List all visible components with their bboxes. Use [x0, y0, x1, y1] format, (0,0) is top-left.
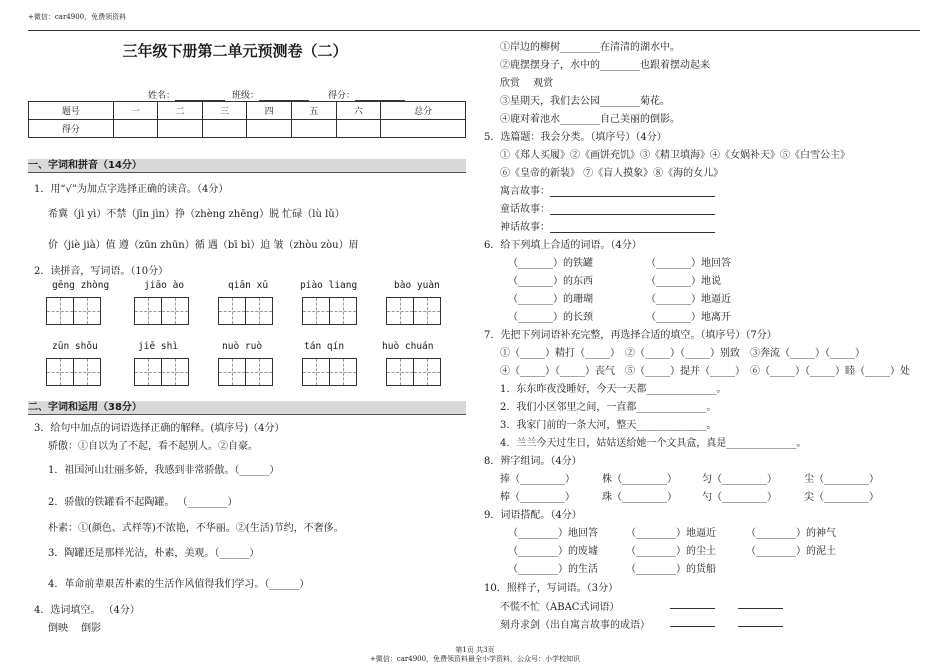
pinyin: bào yuàn	[394, 280, 440, 291]
writing-grid[interactable]	[46, 297, 101, 325]
score-cell[interactable]	[158, 120, 203, 138]
section-2-title: 二、字词和运用（38分）	[28, 401, 466, 415]
pinyin: nuò ruò	[222, 341, 263, 352]
q7-line1: ①（_____）精打（_____） ②（_____）（_____）别致 ③奔流（_____）（_____）	[500, 348, 865, 359]
q7-s2: 2．我们小区邻里之间，一直都______________。	[500, 402, 717, 413]
q5-c3[interactable]: 神话故事：	[500, 218, 715, 233]
q6-left: （_______）的铁罐	[508, 258, 593, 269]
q8-item: 匀（_________）	[702, 474, 777, 485]
q8-item: 棒（_________）	[500, 492, 575, 503]
writing-grid[interactable]	[386, 358, 441, 386]
pinyin: qiān xū	[228, 280, 269, 291]
score-cell[interactable]	[292, 120, 337, 138]
score-table-header-row	[29, 102, 466, 120]
q3-s1: 1．祖国河山壮丽多娇，我感到非常骄傲。（______）	[48, 465, 280, 476]
writing-grid[interactable]	[134, 297, 189, 325]
q9-item: （________）地回答	[508, 528, 598, 539]
top-rule	[28, 30, 920, 31]
table-cell: 四	[247, 102, 292, 120]
pinyin: jiāo ào	[144, 280, 185, 291]
writing-grid[interactable]	[218, 297, 273, 325]
q6-right: （_______）地离开	[646, 312, 731, 323]
writing-grid[interactable]	[302, 358, 357, 386]
score-cell[interactable]	[113, 120, 158, 138]
q9-item: （________）的废墟	[508, 546, 598, 557]
q6-left: （_______）的珊瑚	[508, 294, 593, 305]
answer-line[interactable]	[670, 626, 715, 627]
writing-grid[interactable]	[386, 297, 441, 325]
q6-prompt: 6．给下列填上合适的词语。（4分）	[484, 240, 642, 251]
q7-line2: ④（_____）（_____）丧气 ⑤（_____）提并（_____） ⑥（_____）（_____）睦（_____）处	[500, 366, 910, 377]
q6-left: （_______）的东西	[508, 276, 593, 287]
writing-grid[interactable]	[302, 297, 357, 325]
page-title: 三年级下册第二单元预测卷（二）	[122, 42, 348, 60]
q4-opts1: 倒映 倒影	[48, 623, 102, 634]
q5-prompt: 5．选篇题：我会分类。（填序号）（4分）	[484, 132, 667, 143]
q8-item: 尘（_________）	[804, 474, 879, 485]
pinyin: tán qín	[304, 341, 345, 352]
pinyin: huò chuán	[382, 341, 434, 352]
q7-s4: 4．兰兰今天过生日，姑姑送给她一个文具盒，真是______________。	[500, 438, 807, 449]
score-cell[interactable]	[247, 120, 292, 138]
q9-item: （________）地逼近	[626, 528, 716, 539]
q6-left: （_______）的长颈	[508, 312, 593, 323]
q7-prompt: 7．先把下列词语补充完整，再选择合适的填空。（填序号）（7分）	[484, 330, 777, 341]
section-1-title: 一、字词和拼音（14分）	[28, 159, 466, 173]
answer-line[interactable]	[670, 608, 715, 609]
q4-prompt: 4．选词填空。 （4分）	[34, 605, 140, 616]
class-field[interactable]: 班级：	[232, 88, 309, 101]
q4-s3: ③星期天，我们去公园________菊花。	[500, 96, 670, 107]
pinyin: zūn shǒu	[52, 341, 98, 352]
q8-item: 勺（_________）	[702, 492, 777, 503]
table-cell: 五	[292, 102, 337, 120]
footer-note: +微信：car4900，免费领资料最全小学资料，公众号：小学校知识	[369, 655, 581, 663]
q10-s1: 不慌不忙（ABAC式词语）	[500, 602, 620, 613]
q5-c1[interactable]: 寓言故事：	[500, 182, 715, 197]
q8-item: 捧（_________）	[500, 474, 575, 485]
q10-s2: 刻舟求剑（出自寓言故事的成语）	[500, 620, 650, 631]
table-cell: 六	[336, 102, 381, 120]
q7-s3: 3．我家门前的一条大河，整天______________。	[500, 420, 717, 431]
name-field[interactable]: 姓名：	[148, 88, 225, 101]
q1-prompt: 1．用“√”为加点字选择正确的读音。（4分）	[34, 184, 229, 195]
q3-s4: 4．革命前辈艰苦朴素的生活作风值得我们学习。（______）	[48, 579, 310, 590]
writing-grid[interactable]	[218, 358, 273, 386]
writing-grid[interactable]	[134, 358, 189, 386]
table-cell: 总分	[381, 102, 466, 120]
score-field[interactable]: 得分：	[328, 88, 405, 101]
q4-opts2: 欣赏 观赏	[500, 78, 554, 89]
pinyin: gēng zhòng	[52, 280, 110, 291]
score-table	[28, 101, 466, 138]
pinyin: piào liang	[300, 280, 358, 291]
table-cell: 三	[202, 102, 247, 120]
answer-line[interactable]	[738, 608, 783, 609]
q5-list1: ①《郑人买履》②《画饼充饥》③《精卫填海》④《女娲补天》⑤《白雪公主》	[500, 150, 850, 161]
q6-right: （_______）地说	[646, 276, 721, 287]
q9-item: （________）的生活	[508, 564, 598, 575]
q8-item: 尖（_________）	[804, 492, 879, 503]
q9-item: （________）的神气	[746, 528, 836, 539]
q2-prompt: 2．读拼音，写词语。（10分）	[34, 266, 169, 277]
q9-item: （________）的货船	[626, 564, 716, 575]
table-cell: 题号	[29, 102, 114, 120]
q6-right: （_______）地回答	[646, 258, 731, 269]
q3-def1: 骄傲：①自以为了不起，看不起别人。②自豪。	[48, 441, 258, 452]
q3-prompt: 3．给句中加点的词语选择正确的解释。(填序号)（4分）	[34, 423, 285, 434]
score-cell[interactable]	[381, 120, 466, 138]
q4-s4: ④鹿对着池水________自己美丽的倒影。	[500, 114, 680, 125]
q8-prompt: 8．辨字组词。（4分）	[484, 456, 582, 467]
q3-s2: 2．骄傲的铁罐看不起陶罐。 （________）	[48, 497, 238, 508]
q8-item: 株（_________）	[602, 474, 677, 485]
q6-right: （_______）地逼近	[646, 294, 731, 305]
q9-item: （________）的泥土	[746, 546, 836, 557]
q8-item: 珠（_________）	[602, 492, 677, 503]
pinyin: jiē shì	[138, 341, 179, 352]
q9-prompt: 9．词语搭配。（4分）	[484, 510, 582, 521]
q4-s2: ②鹿摆摆身子，水中的________也跟着摆动起来	[500, 60, 710, 71]
table-cell: 二	[158, 102, 203, 120]
q4-s1: ①岸边的柳树________在清清的湖水中。	[500, 42, 680, 53]
q3-s3: 3．陶罐还是那样光洁，朴素，美观。（______）	[48, 548, 260, 559]
answer-line[interactable]	[738, 626, 783, 627]
q9-item: （________）的尘土	[626, 546, 716, 557]
q10-prompt: 10．照样子，写词语。（3分）	[484, 583, 619, 594]
q1-line2: 价（jiè jià）值 遵（zūn zhūn）循 遇（bī bì）迫 皱（zhòu zòu）眉	[48, 240, 359, 251]
q5-c2[interactable]: 童话故事：	[500, 200, 715, 215]
header-watermark: +微信：car4900，免费领资料	[28, 13, 127, 21]
score-cell[interactable]	[336, 120, 381, 138]
score-cell[interactable]	[202, 120, 247, 138]
q3-def2: 朴素：①(颜色、式样等)不浓艳，不华丽。②(生活)节约，不奢侈。	[48, 523, 344, 534]
page-number: 第1页 共3页	[455, 646, 495, 654]
q1-line1: 希冀（jì yì）不禁（jīn jìn）挣（zhèng zhēng）脱 忙碌（lù lǔ）	[48, 209, 345, 220]
table-cell: 得分	[29, 120, 114, 138]
writing-grid[interactable]	[46, 358, 101, 386]
q7-s1: 1．东东昨夜没睡好，今天一天都______________。	[500, 384, 727, 395]
score-table-score-row	[29, 120, 466, 138]
table-cell: 一	[113, 102, 158, 120]
q5-list2: ⑥《皇帝的新装》 ⑦《盲人摸象》⑧《海的女儿》	[500, 168, 724, 179]
